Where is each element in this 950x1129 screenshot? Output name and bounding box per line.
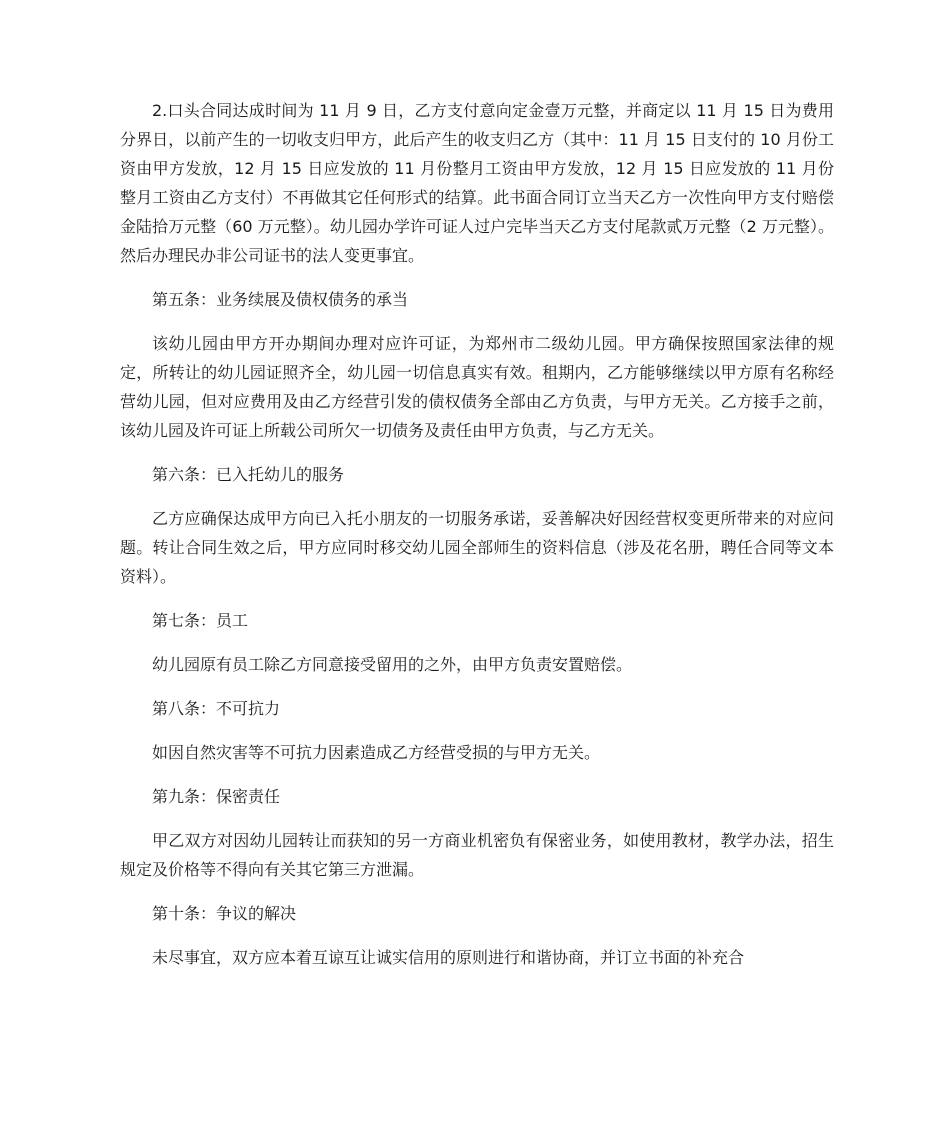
- article-9-heading: 第九条：保密责任: [152, 787, 281, 806]
- article-10-text: 未尽事宜，双方应本着互谅互让诚实信用的原则进行和谐协商，并订立书面的补充合: [152, 948, 745, 967]
- paragraph-payment-terms: 2.口头合同达成时间为 11 月 9 日，乙方支付意向定金壹万元整，并商定以 11 月 15 日为费用分界日，以前产生的一切收支归甲方，此后产生的收支归乙方（其中：11 月 15 日支付的 10 月份工资由甲方发放，12 月 15 日应发放的 11 月份整月工资由甲方发放，12 月 15 日应发放的 11 月份整月工资由乙方支付）不再做其它任何形式的结算。此书面合同订立当天乙方一次性向甲方支付赔偿金陆拾万元整（60 万元整）。幼儿园办学许可证人过户完毕当天乙方支付尾款贰万元整（2 万元整）。然后办理民办非公司证书的法人变更事宜。: [120, 101, 834, 265]
- article-7-heading: 第七条：员工: [152, 611, 249, 630]
- article-5-heading: 第五条：业务续展及债权债务的承当: [152, 290, 409, 309]
- article-5-text: 该幼儿园由甲方开办期间办理对应许可证，为郑州市二级幼儿园。甲方确保按照国家法律的规定，所转让的幼儿园证照齐全，幼儿园一切信息真实有效。租期内，乙方能够继续以甲方原有名称经营幼儿园，但对应费用及由乙方经营引发的债权债务全部由乙方负责，与甲方无关。乙方接手之前，该幼儿园及许可证上所载公司所欠一切债务及责任由甲方负责，与乙方无关。: [120, 334, 834, 440]
- document-body: [120, 96, 834, 987]
- article-8-text: 如因自然灾害等不可抗力因素造成乙方经营受损的与甲方无关。: [152, 743, 601, 762]
- article-6-heading: 第六条：已入托幼儿的服务: [152, 465, 345, 484]
- article-9-text: 甲乙双方对因幼儿园转让而获知的另一方商业机密负有保密业务，如使用教材，教学办法，招生规定及价格等不得向有关其它第三方泄漏。: [120, 831, 834, 879]
- article-6-text: 乙方应确保达成甲方向已入托小朋友的一切服务承诺，妥善解决好因经营权变更所带来的对应问题。转让合同生效之后，甲方应同时移交幼儿园全部师生的资料信息（涉及花名册，聘任合同等文本资料）。: [120, 509, 834, 586]
- article-7-text: 幼儿园原有员工除乙方同意接受留用的之外，由甲方负责安置赔偿。: [152, 655, 633, 674]
- article-8-heading: 第八条：不可抗力: [152, 699, 281, 718]
- article-10-heading: 第十条：争议的解决: [152, 904, 297, 923]
